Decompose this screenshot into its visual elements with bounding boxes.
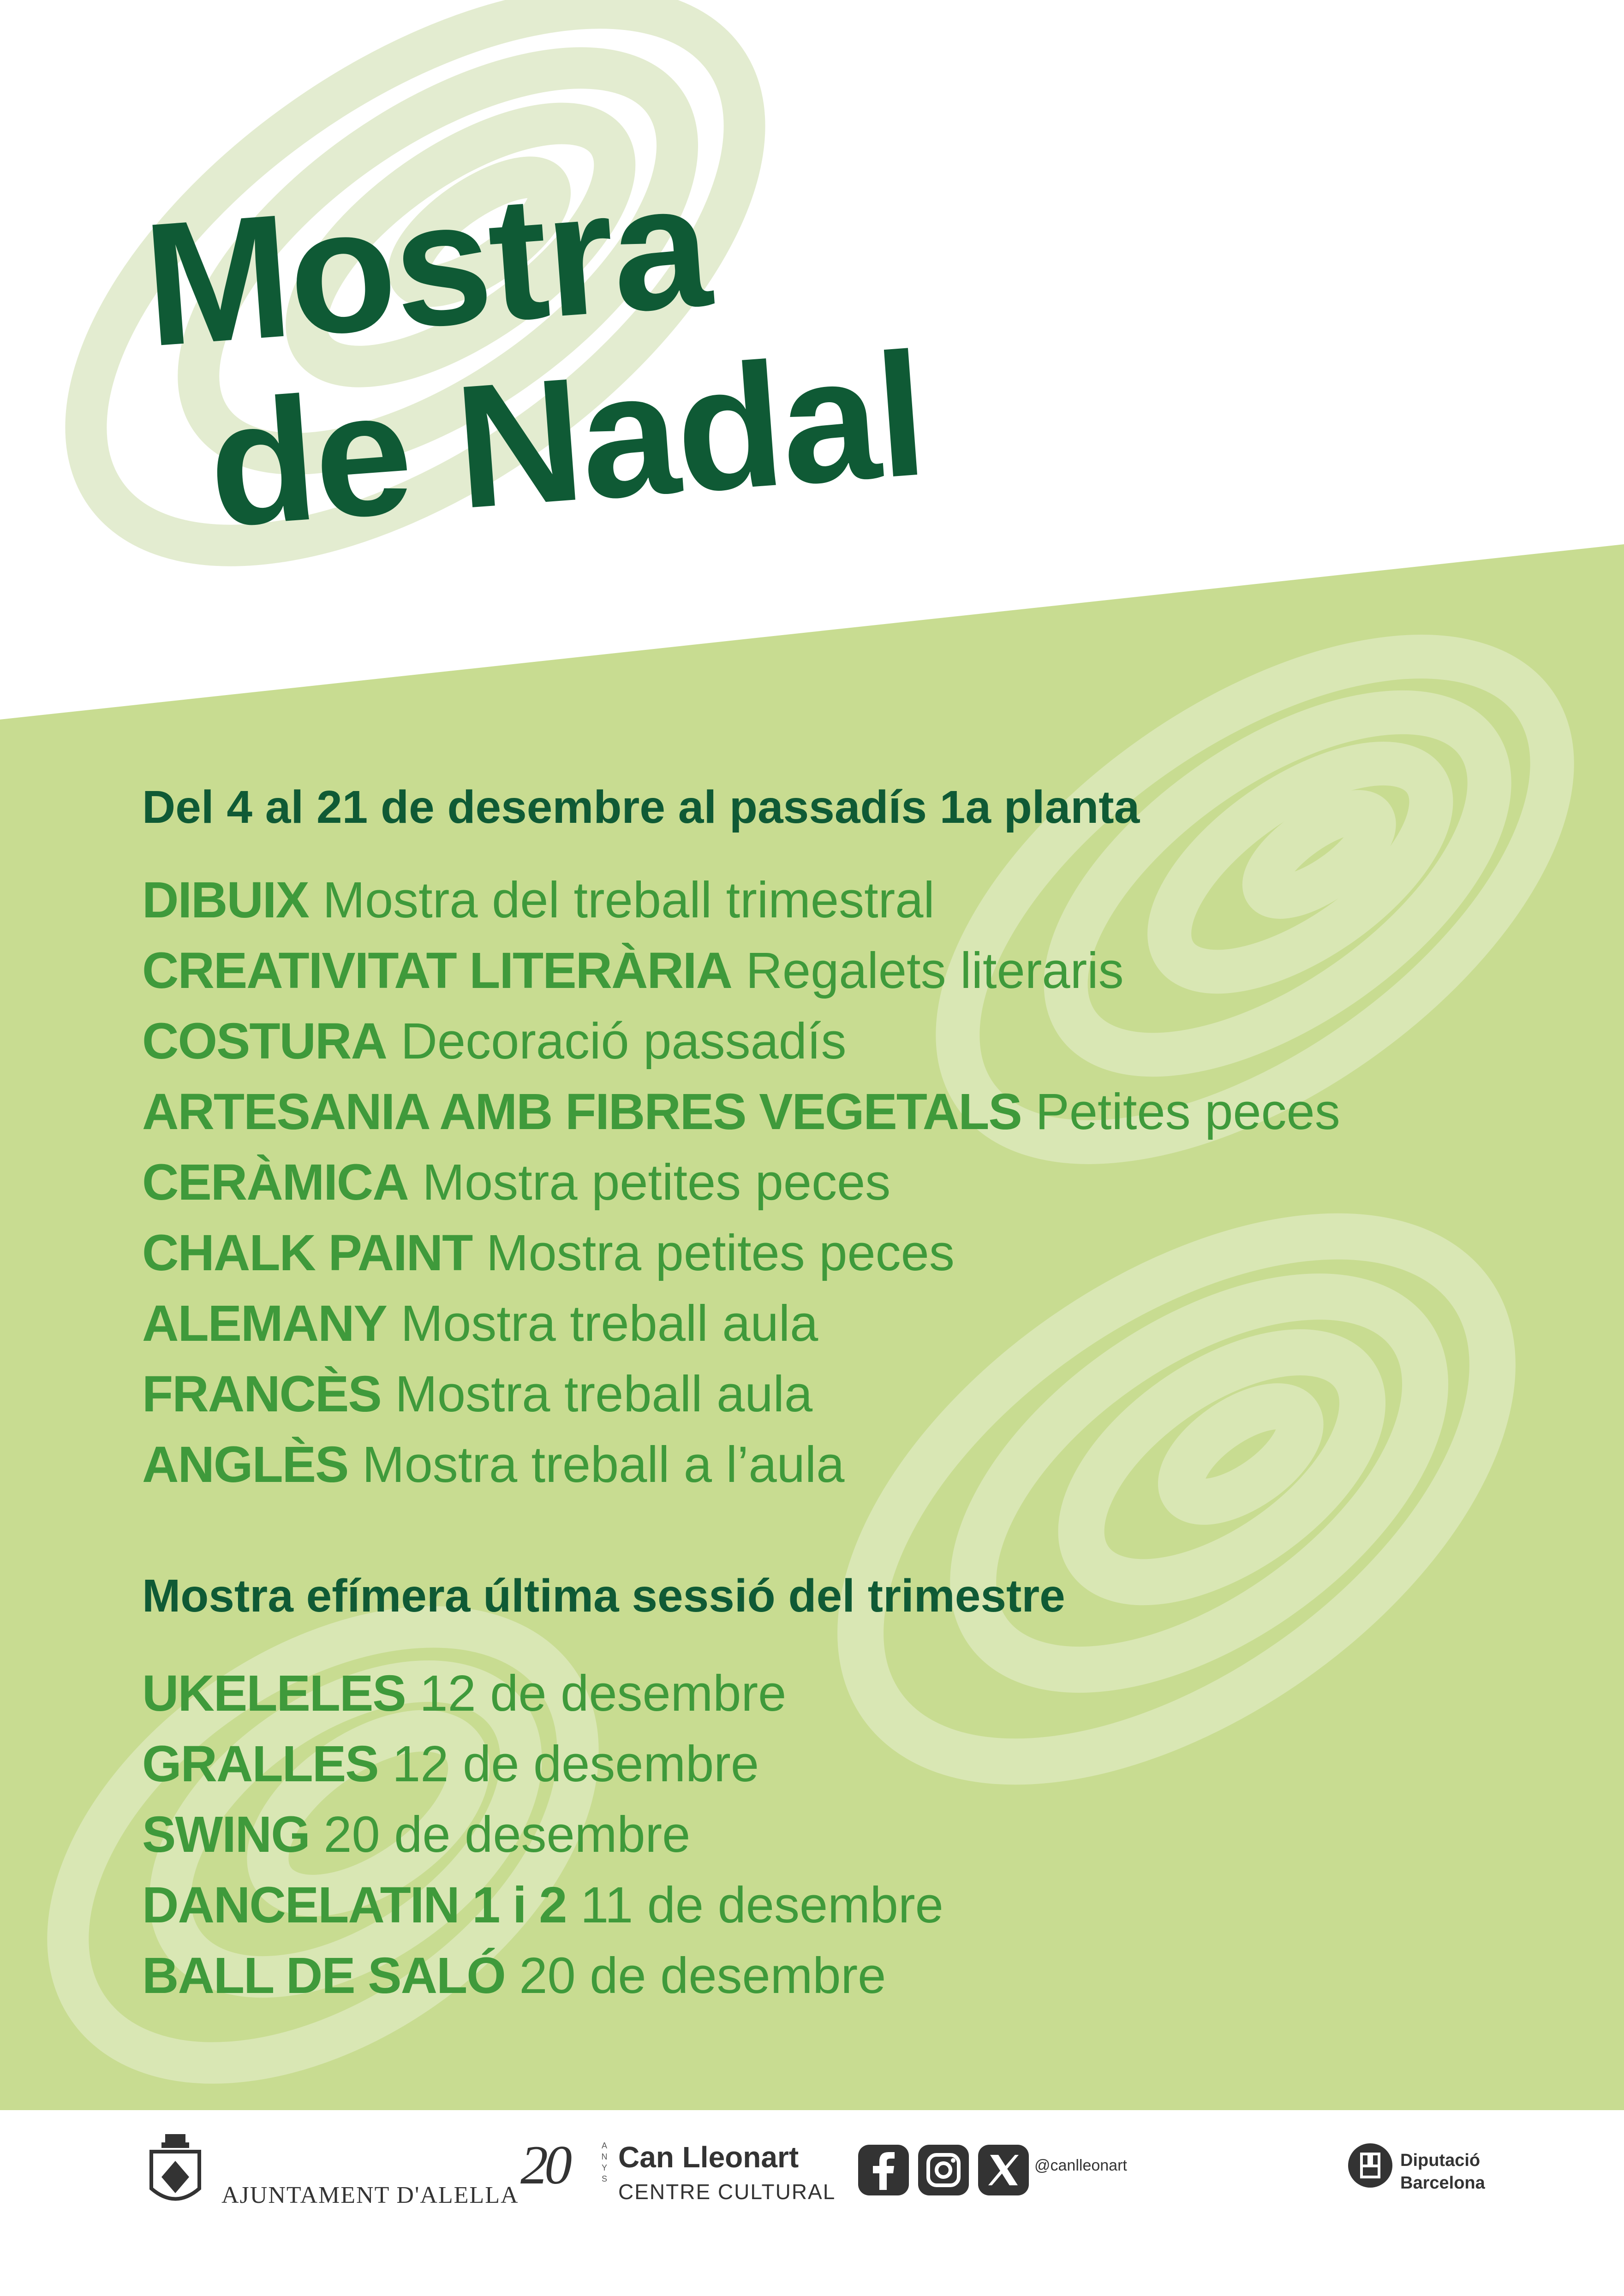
list-item — [142, 1077, 1340, 1147]
list-item — [142, 1799, 943, 1870]
item-category: CHALK PAINT — [142, 1225, 472, 1281]
title-line-2: de Nadal — [202, 315, 931, 564]
item-category: BALL DE SALÓ — [142, 1947, 505, 2004]
item-description: Mostra petites peces — [422, 1154, 891, 1211]
instagram-icon[interactable] — [918, 2145, 969, 2195]
list-item — [142, 1288, 1340, 1359]
item-description: Mostra treball a l’aula — [362, 1436, 845, 1493]
item-category: SWING — [142, 1806, 310, 1863]
item-description: Mostra treball aula — [395, 1366, 813, 1422]
item-category: ALEMANY — [142, 1295, 387, 1352]
item-category: CREATIVITAT LITERÀRIA — [142, 942, 732, 999]
section-1-heading: Del 4 al 21 de desembre al passadís 1a planta — [142, 781, 1140, 833]
item-category: ANGLÈS — [142, 1436, 348, 1493]
item-description: 12 de desembre — [419, 1665, 787, 1722]
item-description: Mostra del treball trimestral — [322, 872, 935, 928]
section-2-list — [142, 1658, 943, 2011]
item-description: Mostra treball aula — [400, 1295, 818, 1352]
list-item — [142, 1658, 943, 1729]
item-category: COSTURA — [142, 1013, 387, 1070]
item-description: 11 de desembre — [580, 1877, 943, 1933]
list-item — [142, 1006, 1340, 1077]
item-category: ARTESANIA AMB FIBRES VEGETALS — [142, 1083, 1021, 1140]
item-description: Decoració passadís — [400, 1013, 847, 1070]
item-category: DIBUIX — [142, 872, 309, 928]
alella-name: AJUNTAMENT D'ALELLA — [221, 2182, 519, 2208]
item-description: Petites peces — [1035, 1083, 1340, 1140]
diputacio-line-2: Barcelona — [1400, 2173, 1485, 2193]
item-category: GRALLES — [142, 1736, 378, 1792]
list-item — [142, 1429, 1340, 1500]
list-item — [142, 1870, 943, 1940]
can-lleonart-years-label: A N Y S — [601, 2141, 608, 2183]
item-description: Mostra petites peces — [486, 1225, 955, 1281]
alella-coat-of-arms-icon — [148, 2133, 203, 2212]
x-icon[interactable] — [978, 2145, 1029, 2195]
section-1-list — [142, 865, 1340, 1500]
list-item — [142, 1359, 1340, 1429]
section-2-heading: Mostra efímera última sessió del trimestre — [142, 1570, 1065, 1622]
diputacio-seal-icon — [1347, 2142, 1393, 2189]
list-item — [142, 935, 1340, 1006]
item-category: FRANCÈS — [142, 1366, 381, 1422]
item-description: 12 de desembre — [392, 1736, 759, 1792]
can-lleonart-subtitle: CENTRE CULTURAL — [618, 2180, 836, 2204]
poster-title — [138, 137, 930, 562]
item-category: DANCELATIN 1 i 2 — [142, 1877, 567, 1933]
item-category: CERÀMICA — [142, 1154, 408, 1211]
title-line-1: Mostra — [138, 146, 715, 383]
item-category: UKELELES — [142, 1665, 406, 1722]
list-item — [142, 1729, 943, 1799]
list-item — [142, 1147, 1340, 1218]
social-handle[interactable]: @canlleonart — [1034, 2157, 1127, 2174]
item-description: 20 de desembre — [323, 1806, 691, 1863]
item-description: Regalets literaris — [746, 942, 1124, 999]
item-description: 20 de desembre — [519, 1947, 886, 2004]
facebook-icon[interactable] — [858, 2145, 909, 2195]
can-lleonart-name: Can Lleonart — [618, 2141, 799, 2174]
list-item — [142, 1940, 943, 2011]
can-lleonart-years: 20 — [520, 2134, 568, 2195]
list-item — [142, 1218, 1340, 1288]
list-item — [142, 865, 1340, 935]
diputacio-line-1: Diputació — [1400, 2151, 1481, 2170]
